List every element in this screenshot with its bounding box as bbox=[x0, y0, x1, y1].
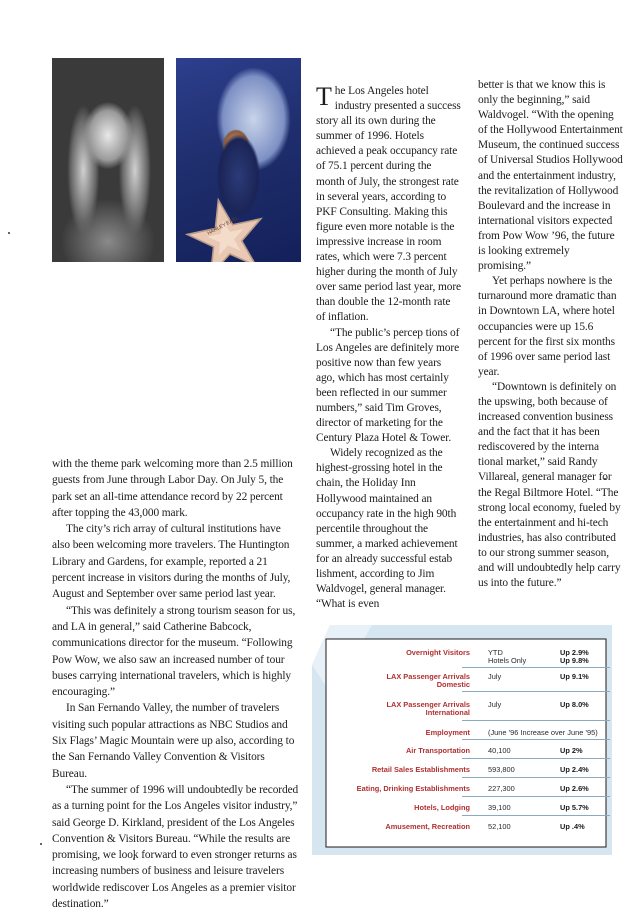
tourism-stats-box bbox=[312, 625, 612, 855]
stats-category: Eating, Drinking Establishments bbox=[356, 784, 470, 793]
stats-category: International bbox=[425, 708, 470, 717]
stats-period: July bbox=[488, 700, 502, 709]
stats-category: Domestic bbox=[436, 680, 470, 689]
article-paragraph: Widely recognized as the highest-grossing hotel in the chain, the Holiday Inn Hollywood maintained an occupancy rate in the high 90th percentile throughout the summer, a marked achievement for an already successful estab lishment, according to Jim Waldvogel, general manager. “What is even bbox=[316, 447, 458, 611]
article-column-right bbox=[478, 78, 624, 591]
stats-divider bbox=[462, 777, 610, 778]
article-paragraph bbox=[316, 84, 462, 326]
stats-divider bbox=[462, 691, 610, 692]
stats-value: Up 2% bbox=[560, 746, 583, 755]
stats-category: Employment bbox=[425, 728, 470, 737]
article-paragraph: with the theme park welcoming more than 2.5 million guests from June through Labor Day. On July 5, the park set an all-time attendance record by 22 percent after topping the 43,000 mark. bbox=[52, 458, 293, 519]
stats-divider bbox=[462, 758, 610, 759]
article-paragraph: “Downtown is definitely on the upswing, both because of increased convention business and the fact that it has been rediscovered by the interna tional market,” said Randy Villareal, general manager for the Regal Biltmore Hotel. “The strong local economy, fueled by the entertainment and hi-tech industries, has also contributed to our strong summer season, and will undoubtedly help carry us into the future.” bbox=[478, 380, 621, 590]
stats-divider bbox=[462, 796, 610, 797]
stats-divider bbox=[462, 720, 610, 721]
star-name-text: HARLEY EARL bbox=[206, 215, 240, 237]
stats-category: LAX Passenger Arrivals bbox=[386, 700, 470, 709]
stats-period: 593,800 bbox=[488, 765, 515, 774]
stats-value: Up 2.4% bbox=[560, 765, 589, 774]
dinosaur-photo bbox=[52, 58, 164, 262]
stats-period: July bbox=[488, 672, 502, 681]
stats-value: Up 5.7% bbox=[560, 803, 589, 812]
article-paragraph: In San Fernando Valley, the number of travelers visiting such popular attractions as NBC Studios and Six Flags’ Magic Mountain were up also, according to the San Fernando Valley Convention & Visitors Bureau. bbox=[52, 702, 295, 780]
scan-dot bbox=[40, 843, 42, 845]
stats-category: Amusement, Recreation bbox=[385, 822, 470, 831]
stats-period: 40,100 bbox=[488, 746, 511, 755]
stats-category: Overnight Visitors bbox=[406, 648, 470, 657]
article-column-middle bbox=[316, 84, 462, 612]
stats-divider bbox=[462, 667, 610, 668]
scan-dot bbox=[8, 232, 10, 234]
article-paragraph: Yet perhaps nowhere is the turnaround more dramatic than in Downtown LA, where hotel occupancies were up 15.6 percent for the first six months of 1996 over same period last year. bbox=[478, 275, 617, 378]
article-paragraph: better is that we know this is only the beginning,” said Waldvogel. “With the opening of the Hollywood Entertainment Museum, the continued success of Universal Studios Hollywood and the entertainment industry, the revitalization of Hollywood Boulevard and the increase in international visitors expected from Pow Wow ’96, the future is looking extremely promising.” bbox=[478, 79, 623, 273]
article-paragraph: The city’s rich array of cultural institutions have also been welcoming more travelers. The Huntington Library and Gardens, for example, reported a 21 percent increase in visitors during the months of July, August and September over same period last year. bbox=[52, 523, 291, 601]
stats-category: Hotels, Lodging bbox=[414, 803, 470, 812]
stats-period: YTD bbox=[488, 648, 503, 657]
walk-of-fame-photo bbox=[176, 58, 301, 262]
stats-divider bbox=[462, 815, 610, 816]
stats-period: 52,100 bbox=[488, 822, 511, 831]
article-column-left bbox=[52, 456, 300, 912]
article-paragraph: “This was definitely a strong tourism season for us, and LA in general,” said Catherine Babcock, communications director for the museum. “Following Pow Wow, we also saw an increased number of tour buses carrying international travelers, which is highly encouraging.” bbox=[52, 604, 296, 699]
paragraph-text: he Los Angeles hotel industry presented a success story all its own during the summer of 1996. Hotels achieved a peak occupancy rate of 75.1 percent during the month of July, the strongest rate in several years, according to PKF Consulting. Making this figure even more notable is the impressive increase in room rates, which were 7.3 percent higher during the month of July over same period last year, more than double the 12-month rate of inflation. bbox=[316, 85, 461, 324]
stats-divider bbox=[462, 739, 610, 740]
stats-value: Up 9.8% bbox=[560, 656, 589, 665]
stats-category: LAX Passenger Arrivals bbox=[386, 672, 470, 681]
stats-value: Up .4% bbox=[560, 822, 585, 831]
stats-period: (June ’96 Increase over June ’95) bbox=[488, 728, 598, 737]
drop-cap: T bbox=[316, 82, 332, 111]
stats-category: Retail Sales Establishments bbox=[371, 765, 470, 774]
stats-period: 39,100 bbox=[488, 803, 511, 812]
article-paragraph: “The public’s percep tions of Los Angeles are definitely more positive now than few years ago, which has most certainly been reflected in our summer numbers,” said Tim Groves, director of marketing for the Century Plaza Hotel & Tower. bbox=[316, 326, 460, 445]
stats-category: Air Transportation bbox=[405, 746, 470, 755]
article-paragraph: “The summer of 1996 will undoubtedly be recorded as a turning point for the Los Angeles visitor industry,” said George D. Kirkland, president of the Los Angeles Convention & Visitors Bureau. “While the results are promising, we look forward to even stronger returns as increasing numbers of business and leisure travelers worldwide rediscover Los Angeles as a premier visitor destination.” bbox=[52, 783, 299, 911]
stats-value: Up 2.9% bbox=[560, 648, 589, 657]
stats-value: Up 8.0% bbox=[560, 700, 589, 709]
stats-value: Up 9.1% bbox=[560, 672, 589, 681]
stats-period: Hotels Only bbox=[488, 656, 527, 665]
stats-period: 227,300 bbox=[488, 784, 515, 793]
stats-value: Up 2.6% bbox=[560, 784, 589, 793]
